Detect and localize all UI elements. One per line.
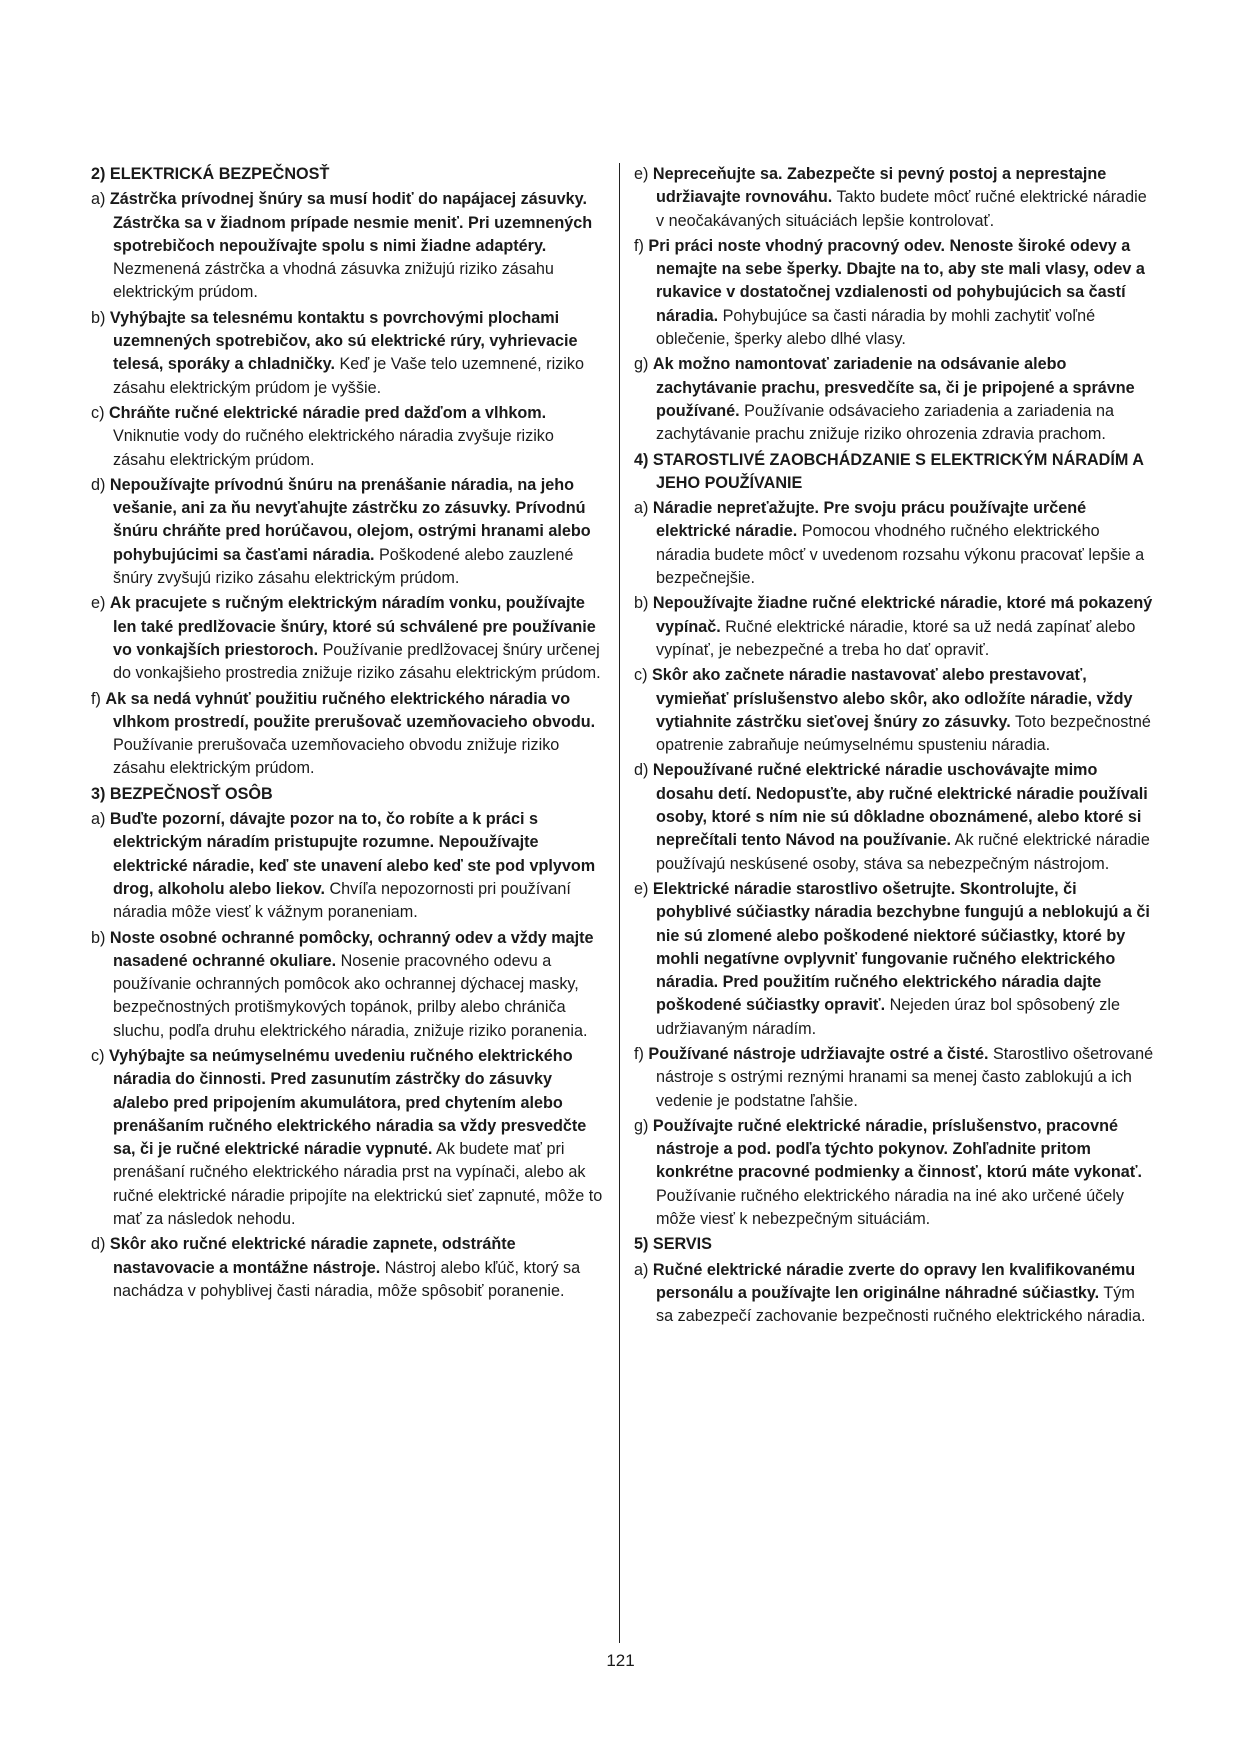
list-item: a) Zástrčka prívodnej šnúry sa musí hodiť do napájacej zásuvky. Zástrčka sa v žiadnom prípade nesmie meniť. Pri uzemnených spotrebičoch nepoužívajte spolu s nimi žiadne adaptéry. Nezmenená zástrčka a vhodná zásuvka znižujú riziko zásahu elektrickým prúdom. [91, 190, 593, 302]
list-item: g) Ak možno namontovať zariadenie na odsávanie alebo zachytávanie prachu, presvedčíte sa, či je pripojené a správne používané. Používanie odsávacieho zariadenia a zariadenia na zachytávanie prachu znižuje riziko ohrozenia zdravia prachom. [634, 355, 1135, 444]
list-item: d) Skôr ako ručné elektrické náradie zapnete, odstráňte nastavovacie a montážne nástroje. Nástroj alebo kľúč, ktorý sa nachádza v pohyblivej časti náradia, môže spôsobiť poranenie. [91, 1235, 581, 1300]
right-column [634, 163, 1154, 1331]
list-item: d) Nepoužívajte prívodnú šnúru na prenášanie náradia, na jeho vešanie, ani za ňu nevyťahujte zástrčku zo zásuvky. Prívodnú šnúru chráňte pred horúčavou, olejom, ostrými hranami alebo pohybujúcimi sa časťami náradia. Poškodené alebo zauzlené šnúry zvyšujú riziko zásahu elektrickým prúdom. [91, 475, 591, 588]
section-heading-service: 5) SERVIS [634, 1235, 712, 1254]
list-item: e) Ak pracujete s ručným elektrickým náradím vonku, používajte len také predlžovacie šnúry, ktoré sú schválené pre používanie vo vonkajších priestoroch. Používanie predlžovacej šnúry určenej do vonkajšieho prostredia znižuje riziko zásahu elektrickým prúdom. [91, 594, 601, 683]
list-item: b) Vyhýbajte sa telesnému kontaktu s povrchovými plochami uzemnených spotrebičov, ako sú elektrické rúry, vyhrievacie telesá, sporáky a chladničky. Keď je Vaše telo uzemnené, riziko zásahu elektrickým prúdom je vyššie. [91, 308, 584, 397]
list-item: g) Používajte ručné elektrické náradie, príslušenstvo, pracovné nástroje a pod. podľa týchto pokynov. Zohľadnite pritom konkrétne pracovné podmienky a činnosť, ktorú máte vykonať. Používanie ručného elektrického náradia na iné ako určené účely môže viesť k nebezpečným situáciám. [634, 1116, 1142, 1229]
list-item: f) Ak sa nedá vyhnúť použitiu ručného elektrického náradia vo vlhkom prostredí, použite prerušovač uzemňovacieho obvodu. Používanie prerušovača uzemňovacieho obvodu znižuje riziko zásahu elektrickým prúdom. [91, 689, 596, 778]
section-heading-tool-use-care: 4) STAROSTLIVÉ ZAOBCHÁDZANIE S ELEKTRICKÝM NÁRADÍM A JEHO POUŽÍVANIE [634, 450, 1144, 492]
list-item: d) Nepoužívané ručné elektrické náradie uschovávajte mimo dosahu detí. Nedopusťte, aby ručné elektrické náradie používali osoby, ktoré s ním nie sú dôkladne oboznámené, alebo ktoré si neprečítali tento Návod na používanie. Ak ručné elektrické náradie používajú neskúsené osoby, stáva sa nebezpečným nástrojom. [634, 761, 1150, 873]
list-item: c) Vyhýbajte sa neúmyselnému uvedeniu ručného elektrického náradia do činnosti. Pred zasunutím zástrčky do zásuvky a/alebo pred pripojením akumulátora, pred chytením alebo prenášaním ručného elektrického náradia sa vždy presvedčte sa, či je ručné elektrické náradie vypnuté. Ak budete mať pri prenášaní ručného elektrického náradia prst na vypínači, alebo ak ručné elektrické náradie pripojíte na elektrickú sieť zapnuté, môže to mať za následok nehodu. [91, 1046, 603, 1229]
list-item: f) Používané nástroje udržiavajte ostré a čisté. Starostlivo ošetrované nástroje s ostrými reznými hranami sa menej často zablokujú a ich vedenie je podstatne ľahšie. [634, 1044, 1154, 1110]
list-item: c) Chráňte ručné elektrické náradie pred dažďom a vlhkom. Vniknutie vody do ručného elektrického náradia zvyšuje riziko zásahu elektrickým prúdom. [91, 403, 554, 469]
list-item: a) Náradie nepreťažujte. Pre svoju prácu používajte určené elektrické náradie. Pomocou vhodného ručného elektrického náradia budete môcť v uvedenom rozsahu výkonu pracovať lepšie a bezpečnejšie. [634, 499, 1145, 588]
list-item: b) Nepoužívajte žiadne ručné elektrické náradie, ktoré má pokazený vypínač. Ručné elektrické náradie, ktoré sa už nedá zapínať alebo vypínať, je nebezpečné a treba ho dať opraviť. [634, 594, 1153, 659]
column-divider [619, 163, 620, 1643]
list-item: a) Ručné elektrické náradie zverte do opravy len kvalifikovanému personálu a používajte len originálne náhradné súčiastky. Tým sa zabezpečí zachovanie bezpečnosti ručného elektrického náradia. [634, 1260, 1146, 1326]
list-item: e) Nepreceňujte sa. Zabezpečte si pevný postoj a neprestajne udržiavajte rovnováhu. Takto budete môcť ručné elektrické náradie v neočakávaných situáciách lepšie kontrolovať. [634, 165, 1147, 230]
list-item: b) Noste osobné ochranné pomôcky, ochranný odev a vždy majte nasadené ochranné okuliare. Nosenie pracovného odevu a používanie ochranných pomôcok ako ochrannej dýchacej masky, bezpečnostných protišmykových topánok, prilby alebo chrániča sluchu, podľa druhu elektrického náradia, znižuje riziko poranenia. [91, 928, 594, 1040]
section-heading-electrical-safety: 2) ELEKTRICKÁ BEZPEČNOSŤ [91, 165, 330, 183]
section-heading-personal-safety: 3) BEZPEČNOSŤ OSÔB [91, 784, 273, 803]
left-column [91, 163, 604, 1305]
list-item: a) Buďte pozorní, dávajte pozor na to, čo robíte a k práci s elektrickým náradím pristupujte rozumne. Nepoužívajte elektrické náradie, keď ste unavení alebo keď ste pod vplyvom drog, alkoholu alebo liekov. Chvíľa nepozornosti pri používaní náradia môže viesť k vážnym poraneniam. [91, 810, 596, 922]
page-number: 121 [606, 1651, 635, 1670]
list-item: e) Elektrické náradie starostlivo ošetrujte. Skontrolujte, či pohyblivé súčiastky náradia bezchybne fungujú a neblokujú a či nie sú zlomené alebo poškodené niektoré súčiastky, ktoré by mohli negatívne ovplyvniť fungovanie ručného elektrického náradia. Pred použitím ručného elektrického náradia dajte poškodené súčiastky opraviť. Nejeden úraz bol spôsobený zle udržiavaným náradím. [634, 879, 1150, 1038]
list-item: c) Skôr ako začnete náradie nastavovať alebo prestavovať, vymieňať príslušenstvo alebo skôr, ako odložíte náradie, vždy vytiahnite zástrčku sieťovej šnúry zo zásuvky. Toto bezpečnostné opatrenie zabraňuje neúmyselnému spusteniu náradia. [634, 666, 1151, 755]
list-item: f) Pri práci noste vhodný pracovný odev. Nenoste široké odevy a nemajte na sebe šperky. Dbajte na to, aby ste mali vlasy, odev a rukavice v dostatočnej vzdialenosti od pohybujúcich sa častí náradia. Pohybujúce sa časti náradia by mohli zachytiť voľné oblečenie, šperky alebo dlhé vlasy. [634, 236, 1145, 349]
